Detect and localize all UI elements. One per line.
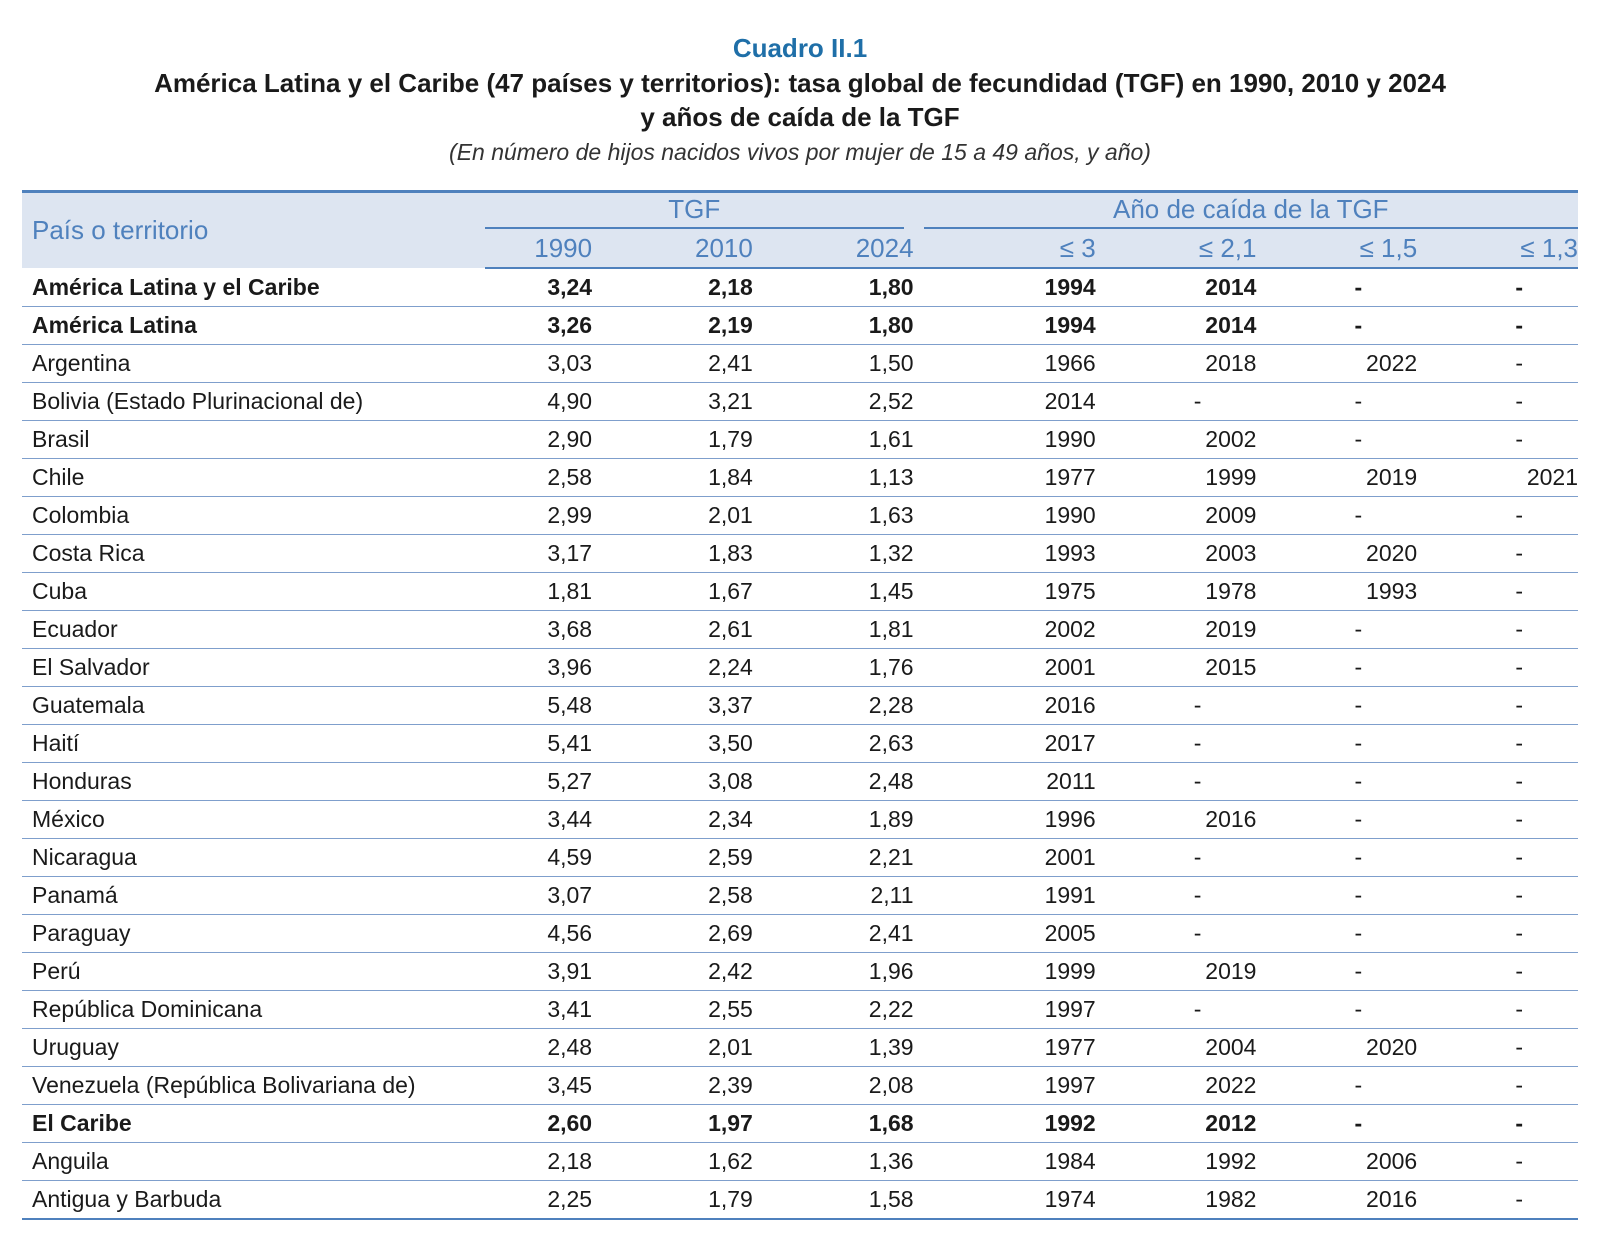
value-cell: - xyxy=(1256,1105,1417,1143)
table-row xyxy=(22,1067,1578,1105)
value-cell: 2,25 xyxy=(485,1181,592,1220)
value-cell: - xyxy=(1417,307,1578,345)
value-cell: 1994 xyxy=(914,268,1096,307)
country-name-cell: Brasil xyxy=(22,421,485,459)
value-cell: 2,18 xyxy=(485,1143,592,1181)
value-cell: 2006 xyxy=(1256,1143,1417,1181)
value-cell: - xyxy=(1417,1029,1578,1067)
country-name-cell: Ecuador xyxy=(22,611,485,649)
value-cell: - xyxy=(1417,649,1578,687)
country-name-cell: Honduras xyxy=(22,763,485,801)
table-heading xyxy=(0,30,1600,168)
value-cell: 2002 xyxy=(914,611,1096,649)
value-cell: - xyxy=(1256,649,1417,687)
value-cell: 4,59 xyxy=(485,839,592,877)
value-cell: 2005 xyxy=(914,915,1096,953)
value-cell: 3,08 xyxy=(592,763,753,801)
value-cell: 1,79 xyxy=(592,1181,753,1220)
value-cell: 2,69 xyxy=(592,915,753,953)
value-cell: - xyxy=(1417,839,1578,877)
value-cell: 1984 xyxy=(914,1143,1096,1181)
value-cell: - xyxy=(1256,1067,1417,1105)
value-cell: - xyxy=(1417,725,1578,763)
value-cell: - xyxy=(1417,763,1578,801)
value-cell: 3,26 xyxy=(485,307,592,345)
country-name-cell: Uruguay xyxy=(22,1029,485,1067)
value-cell: 1,79 xyxy=(592,421,753,459)
country-name-cell: Guatemala xyxy=(22,687,485,725)
value-cell: - xyxy=(1417,1105,1578,1143)
fertility-table xyxy=(22,190,1578,1220)
table-row xyxy=(22,1181,1578,1220)
value-cell: 2,42 xyxy=(592,953,753,991)
value-cell: 1978 xyxy=(1096,573,1257,611)
value-cell: 2020 xyxy=(1256,1029,1417,1067)
value-cell: 2014 xyxy=(914,383,1096,421)
value-cell: 3,17 xyxy=(485,535,592,573)
value-cell: - xyxy=(1417,877,1578,915)
value-cell: - xyxy=(1256,383,1417,421)
value-cell: 1,13 xyxy=(753,459,914,497)
table-body xyxy=(22,268,1578,1219)
value-cell: 2,90 xyxy=(485,421,592,459)
value-cell: 2022 xyxy=(1256,345,1417,383)
value-cell: 2001 xyxy=(914,839,1096,877)
value-cell: 1992 xyxy=(914,1105,1096,1143)
value-cell: 1994 xyxy=(914,307,1096,345)
value-cell: 2,41 xyxy=(753,915,914,953)
value-cell: 4,56 xyxy=(485,915,592,953)
column-header-le-3: ≤ 3 xyxy=(914,229,1096,268)
value-cell: - xyxy=(1417,953,1578,991)
country-name-cell: Venezuela (República Bolivariana de) xyxy=(22,1067,485,1105)
value-cell: - xyxy=(1256,915,1417,953)
country-name-cell: México xyxy=(22,801,485,839)
value-cell: - xyxy=(1256,497,1417,535)
value-cell: - xyxy=(1256,953,1417,991)
country-name-cell: Chile xyxy=(22,459,485,497)
value-cell: 2,48 xyxy=(485,1029,592,1067)
value-cell: 2019 xyxy=(1096,953,1257,991)
value-cell: 1,39 xyxy=(753,1029,914,1067)
value-cell: - xyxy=(1096,383,1257,421)
table-row xyxy=(22,915,1578,953)
value-cell: - xyxy=(1096,915,1257,953)
value-cell: - xyxy=(1256,877,1417,915)
value-cell: 2012 xyxy=(1096,1105,1257,1143)
column-header-2010: 2010 xyxy=(592,229,753,268)
table-row xyxy=(22,1029,1578,1067)
table-header xyxy=(22,192,1578,269)
value-cell: - xyxy=(1417,801,1578,839)
value-cell: - xyxy=(1417,421,1578,459)
value-cell: 1996 xyxy=(914,801,1096,839)
value-cell: 2004 xyxy=(1096,1029,1257,1067)
value-cell: 2019 xyxy=(1096,611,1257,649)
value-cell: 2,24 xyxy=(592,649,753,687)
value-cell: 5,48 xyxy=(485,687,592,725)
year-group-header xyxy=(914,192,1578,230)
value-cell: 2021 xyxy=(1417,459,1578,497)
value-cell: 3,37 xyxy=(592,687,753,725)
country-name-cell: Bolivia (Estado Plurinacional de) xyxy=(22,383,485,421)
country-name-cell: Panamá xyxy=(22,877,485,915)
value-cell: - xyxy=(1417,497,1578,535)
value-cell: 1977 xyxy=(914,459,1096,497)
value-cell: 2,63 xyxy=(753,725,914,763)
value-cell: 1975 xyxy=(914,573,1096,611)
table-row xyxy=(22,497,1578,535)
value-cell: - xyxy=(1417,1143,1578,1181)
value-cell: 1977 xyxy=(914,1029,1096,1067)
value-cell: 1,89 xyxy=(753,801,914,839)
value-cell: 4,90 xyxy=(485,383,592,421)
table-row xyxy=(22,991,1578,1029)
value-cell: 2,01 xyxy=(592,1029,753,1067)
value-cell: 1993 xyxy=(914,535,1096,573)
value-cell: - xyxy=(1417,687,1578,725)
value-cell: 1997 xyxy=(914,991,1096,1029)
value-cell: 3,21 xyxy=(592,383,753,421)
value-cell: 2019 xyxy=(1256,459,1417,497)
value-cell: - xyxy=(1256,763,1417,801)
value-cell: 2,99 xyxy=(485,497,592,535)
value-cell: 2002 xyxy=(1096,421,1257,459)
value-cell: 2,01 xyxy=(592,497,753,535)
value-cell: - xyxy=(1096,991,1257,1029)
value-cell: 2,28 xyxy=(753,687,914,725)
value-cell: 1966 xyxy=(914,345,1096,383)
value-cell: 1,58 xyxy=(753,1181,914,1220)
value-cell: 2,60 xyxy=(485,1105,592,1143)
value-cell: 2,21 xyxy=(753,839,914,877)
value-cell: 2001 xyxy=(914,649,1096,687)
value-cell: - xyxy=(1417,535,1578,573)
value-cell: - xyxy=(1417,383,1578,421)
value-cell: - xyxy=(1417,1067,1578,1105)
country-name-cell: Antigua y Barbuda xyxy=(22,1181,485,1220)
table-row xyxy=(22,763,1578,801)
value-cell: - xyxy=(1417,345,1578,383)
value-cell: 2,39 xyxy=(592,1067,753,1105)
country-name-cell: Haití xyxy=(22,725,485,763)
table-row xyxy=(22,725,1578,763)
column-header-le-2-1: ≤ 2,1 xyxy=(1096,229,1257,268)
value-cell: 2,18 xyxy=(592,268,753,307)
value-cell: 2014 xyxy=(1096,268,1257,307)
value-cell: 3,68 xyxy=(485,611,592,649)
value-cell: - xyxy=(1417,573,1578,611)
value-cell: - xyxy=(1417,1181,1578,1220)
value-cell: - xyxy=(1417,991,1578,1029)
value-cell: 2016 xyxy=(1256,1181,1417,1220)
tgf-group-header xyxy=(485,192,914,230)
value-cell: 1990 xyxy=(914,421,1096,459)
value-cell: 2,48 xyxy=(753,763,914,801)
value-cell: 2014 xyxy=(1096,307,1257,345)
column-header-le-1-3: ≤ 1,3 xyxy=(1417,229,1578,268)
value-cell: 2018 xyxy=(1096,345,1257,383)
column-header-2024: 2024 xyxy=(753,229,914,268)
value-cell: 1,61 xyxy=(753,421,914,459)
value-cell: 1,62 xyxy=(592,1143,753,1181)
value-cell: 2016 xyxy=(1096,801,1257,839)
table-title-line-2: y años de caída de la TGF xyxy=(640,102,960,132)
value-cell: 1999 xyxy=(914,953,1096,991)
value-cell: 2,11 xyxy=(753,877,914,915)
value-cell: 1,67 xyxy=(592,573,753,611)
value-cell: 1,81 xyxy=(753,611,914,649)
country-name-cell: Paraguay xyxy=(22,915,485,953)
country-name-cell: América Latina y el Caribe xyxy=(22,268,485,307)
table-row xyxy=(22,345,1578,383)
value-cell: 2011 xyxy=(914,763,1096,801)
table-row xyxy=(22,573,1578,611)
country-name-cell: Argentina xyxy=(22,345,485,383)
table-row xyxy=(22,1143,1578,1181)
value-cell: 1,83 xyxy=(592,535,753,573)
value-cell: 2009 xyxy=(1096,497,1257,535)
table-row xyxy=(22,953,1578,991)
value-cell: 1999 xyxy=(1096,459,1257,497)
value-cell: 3,24 xyxy=(485,268,592,307)
value-cell: 3,07 xyxy=(485,877,592,915)
value-cell: 2,55 xyxy=(592,991,753,1029)
value-cell: - xyxy=(1417,611,1578,649)
value-cell: 2,34 xyxy=(592,801,753,839)
value-cell: 1,68 xyxy=(753,1105,914,1143)
value-cell: 2020 xyxy=(1256,535,1417,573)
value-cell: 1990 xyxy=(914,497,1096,535)
value-cell: - xyxy=(1256,725,1417,763)
value-cell: 1982 xyxy=(1096,1181,1257,1220)
value-cell: 1,96 xyxy=(753,953,914,991)
table-row xyxy=(22,687,1578,725)
column-header-1990: 1990 xyxy=(485,229,592,268)
value-cell: 1997 xyxy=(914,1067,1096,1105)
value-cell: - xyxy=(1256,839,1417,877)
value-cell: - xyxy=(1096,687,1257,725)
value-cell: 1,76 xyxy=(753,649,914,687)
value-cell: - xyxy=(1256,268,1417,307)
table-title-line-1: América Latina y el Caribe (47 países y territorios): tasa global de fecundidad (TGF) en 1990, 2010 y 2024 xyxy=(154,68,1446,98)
value-cell: 2015 xyxy=(1096,649,1257,687)
table-row xyxy=(22,307,1578,345)
value-cell: - xyxy=(1096,725,1257,763)
value-cell: 2017 xyxy=(914,725,1096,763)
value-cell: 5,41 xyxy=(485,725,592,763)
value-cell: 3,96 xyxy=(485,649,592,687)
year-group-label: Año de caída de la TGF xyxy=(924,194,1578,229)
value-cell: - xyxy=(1417,915,1578,953)
value-cell: 2,59 xyxy=(592,839,753,877)
value-cell: 1,45 xyxy=(753,573,914,611)
table-subtitle: (En número de hijos nacidos vivos por mujer de 15 a 49 años, y año) xyxy=(449,139,1151,165)
country-name-cell: Costa Rica xyxy=(22,535,485,573)
value-cell: 1,84 xyxy=(592,459,753,497)
value-cell: - xyxy=(1096,763,1257,801)
table-row xyxy=(22,611,1578,649)
value-cell: 2016 xyxy=(914,687,1096,725)
value-cell: 2,52 xyxy=(753,383,914,421)
value-cell: 2,61 xyxy=(592,611,753,649)
value-cell: 3,45 xyxy=(485,1067,592,1105)
country-name-cell: Colombia xyxy=(22,497,485,535)
table-row xyxy=(22,535,1578,573)
value-cell: 5,27 xyxy=(485,763,592,801)
value-cell: 3,50 xyxy=(592,725,753,763)
country-name-cell: Nicaragua xyxy=(22,839,485,877)
value-cell: 2,41 xyxy=(592,345,753,383)
value-cell: 2,58 xyxy=(485,459,592,497)
value-cell: - xyxy=(1096,839,1257,877)
table-row xyxy=(22,1105,1578,1143)
table-label: Cuadro II.1 xyxy=(732,33,868,63)
value-cell: - xyxy=(1256,687,1417,725)
country-name-cell: Anguila xyxy=(22,1143,485,1181)
value-cell: 1992 xyxy=(1096,1143,1257,1181)
value-cell: 1,97 xyxy=(592,1105,753,1143)
value-cell: - xyxy=(1256,611,1417,649)
value-cell: - xyxy=(1417,268,1578,307)
column-header-le-1-5: ≤ 1,5 xyxy=(1256,229,1417,268)
value-cell: 1991 xyxy=(914,877,1096,915)
table-row xyxy=(22,877,1578,915)
value-cell: - xyxy=(1256,801,1417,839)
country-column-header: País o territorio xyxy=(22,192,485,269)
country-name-cell: El Salvador xyxy=(22,649,485,687)
value-cell: - xyxy=(1256,421,1417,459)
value-cell: 3,91 xyxy=(485,953,592,991)
tgf-group-label: TGF xyxy=(485,194,904,229)
value-cell: 2003 xyxy=(1096,535,1257,573)
value-cell: 1,81 xyxy=(485,573,592,611)
value-cell: 2,08 xyxy=(753,1067,914,1105)
value-cell: 1974 xyxy=(914,1181,1096,1220)
value-cell: 1,36 xyxy=(753,1143,914,1181)
value-cell: 2,19 xyxy=(592,307,753,345)
country-name-cell: República Dominicana xyxy=(22,991,485,1029)
table-row xyxy=(22,649,1578,687)
country-name-cell: América Latina xyxy=(22,307,485,345)
value-cell: 1,80 xyxy=(753,307,914,345)
table-row xyxy=(22,268,1578,307)
country-name-cell: El Caribe xyxy=(22,1105,485,1143)
table-row xyxy=(22,459,1578,497)
value-cell: 1,32 xyxy=(753,535,914,573)
value-cell: 2,58 xyxy=(592,877,753,915)
country-name-cell: Cuba xyxy=(22,573,485,611)
value-cell: 1,63 xyxy=(753,497,914,535)
value-cell: - xyxy=(1096,877,1257,915)
table-row xyxy=(22,801,1578,839)
value-cell: 2022 xyxy=(1096,1067,1257,1105)
value-cell: 3,41 xyxy=(485,991,592,1029)
value-cell: - xyxy=(1256,307,1417,345)
table-row xyxy=(22,421,1578,459)
value-cell: 3,44 xyxy=(485,801,592,839)
table-row xyxy=(22,383,1578,421)
value-cell: 3,03 xyxy=(485,345,592,383)
value-cell: 2,22 xyxy=(753,991,914,1029)
country-name-cell: Perú xyxy=(22,953,485,991)
value-cell: 1,80 xyxy=(753,268,914,307)
value-cell: 1,50 xyxy=(753,345,914,383)
table-row xyxy=(22,839,1578,877)
value-cell: - xyxy=(1256,991,1417,1029)
value-cell: 1993 xyxy=(1256,573,1417,611)
